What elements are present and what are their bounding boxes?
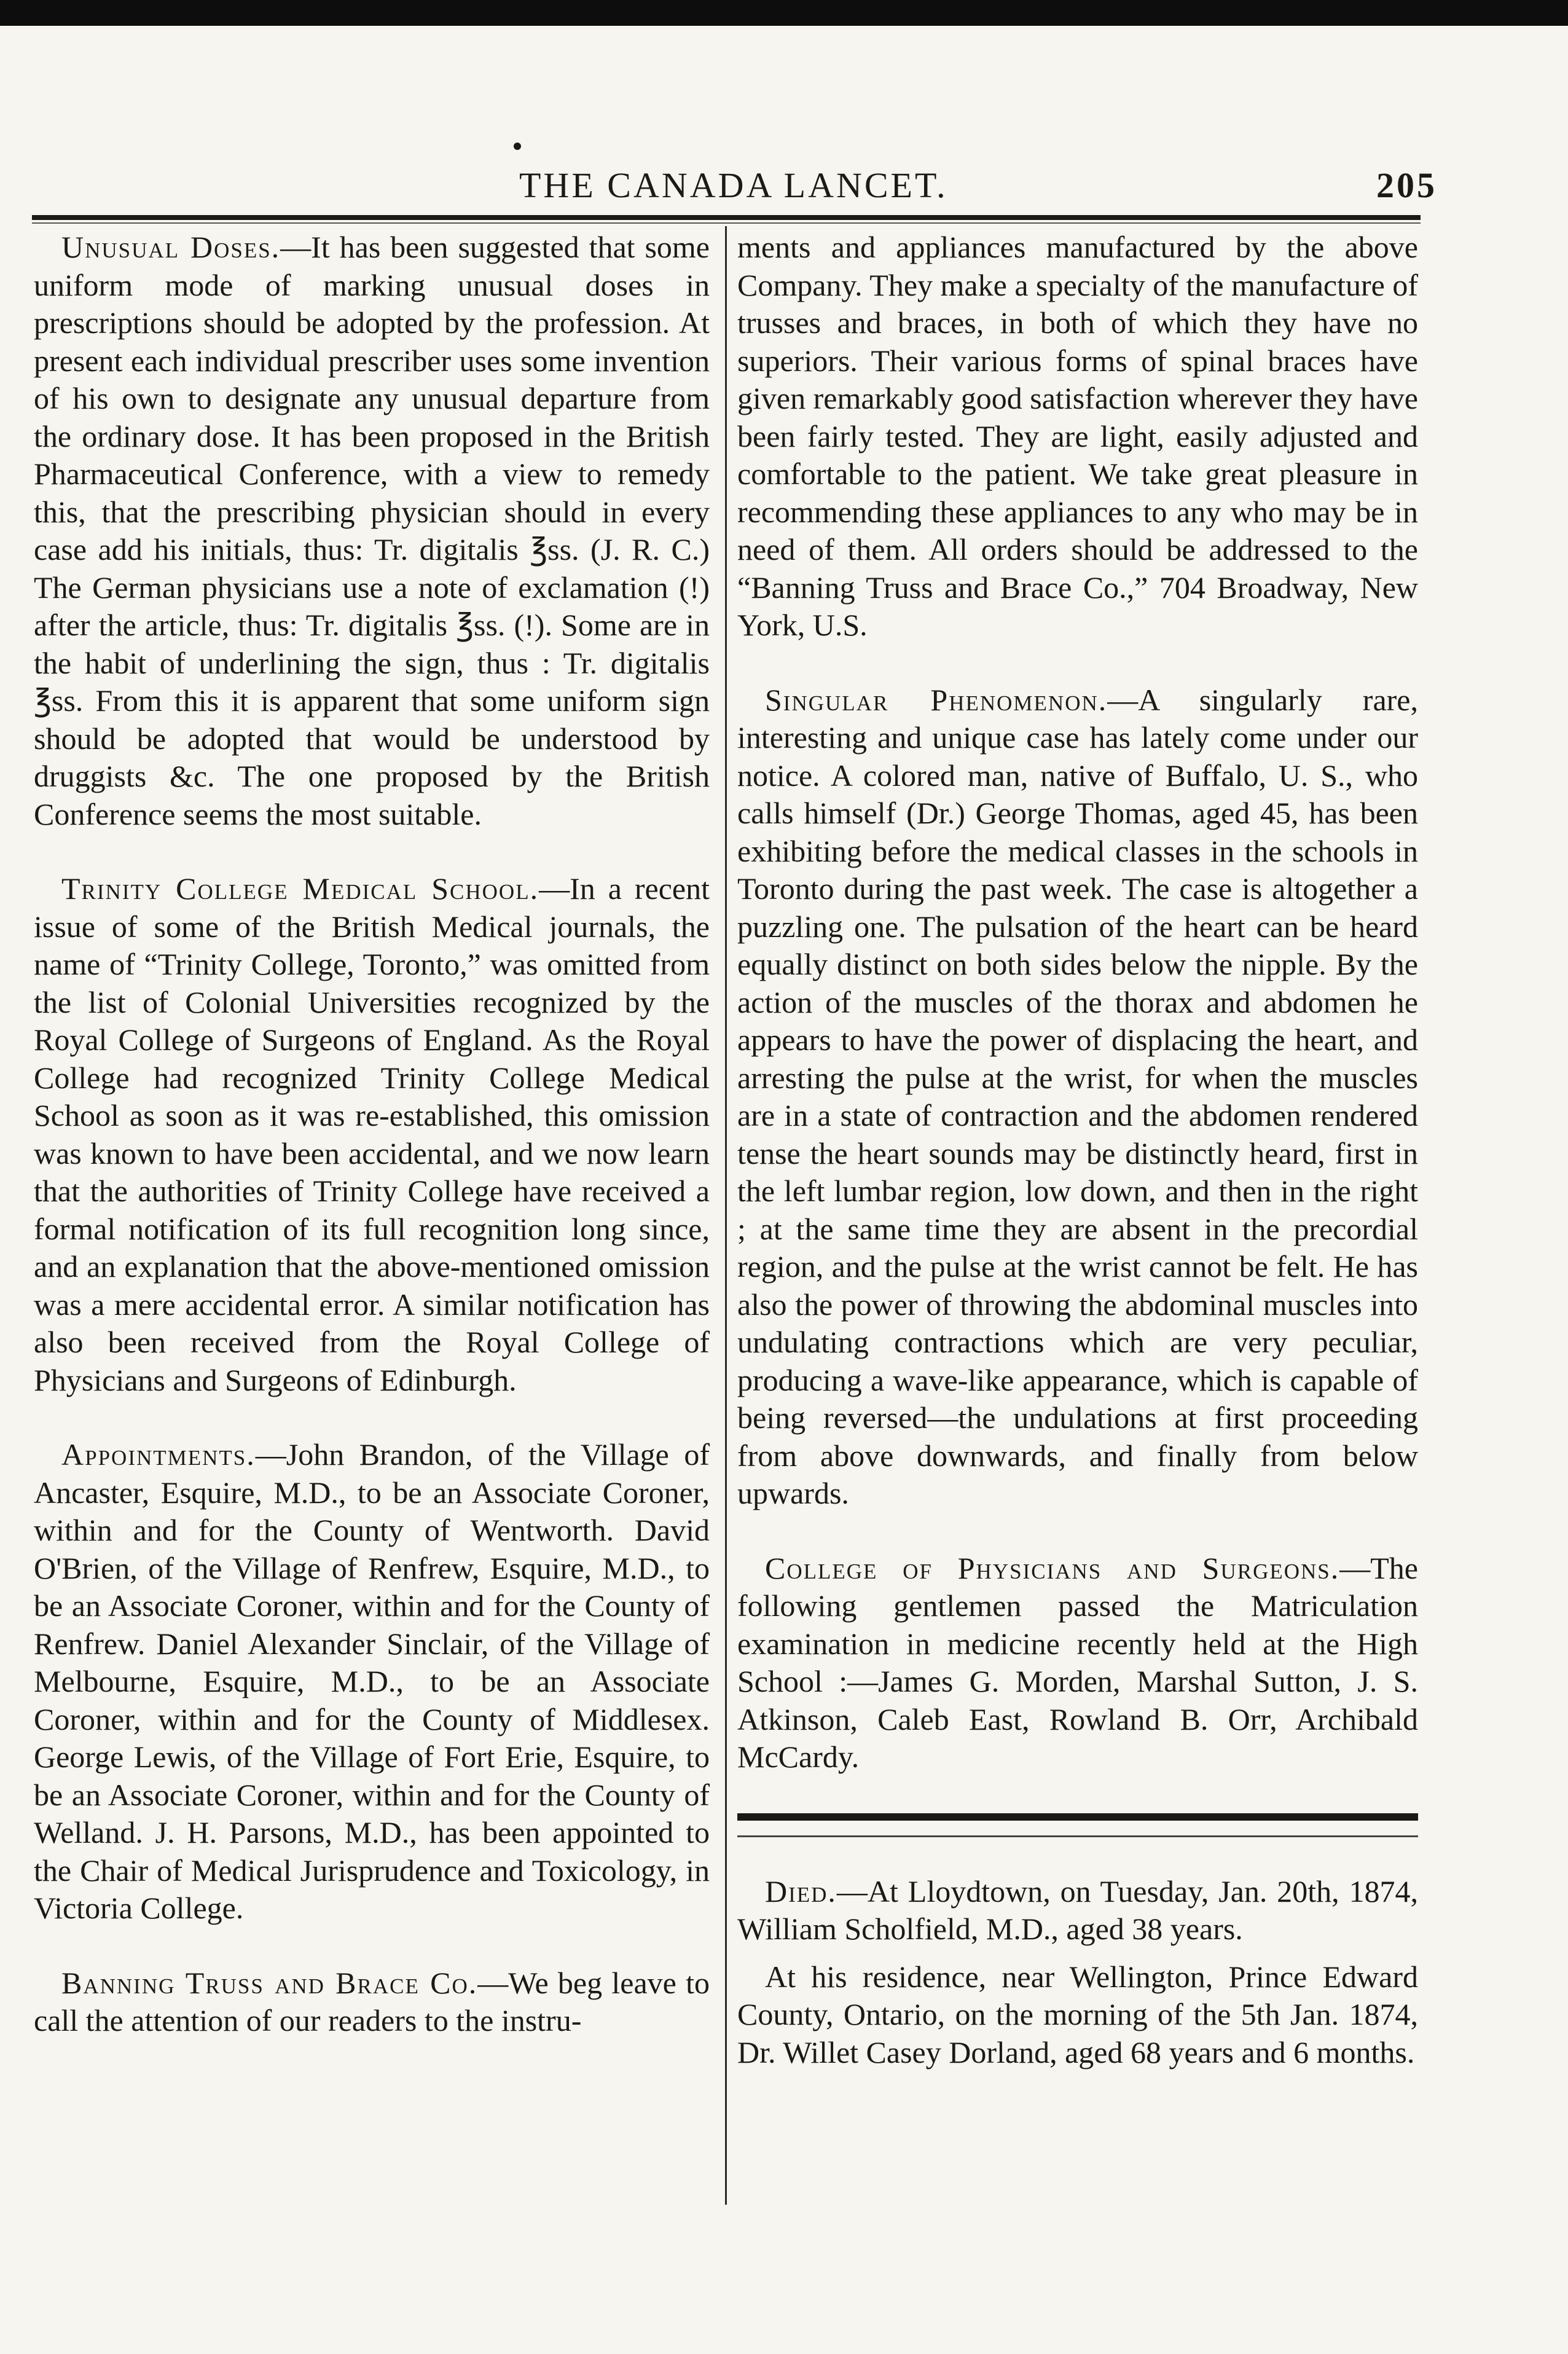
journal-title: THE CANADA LANCET. bbox=[519, 165, 948, 205]
article-heading: Died. bbox=[765, 1873, 837, 1909]
article-body: —It has been suggested that some uniform mode of marking unusual doses in prescriptions should be adopted by the profession. At present each individual prescriber uses some invention of his own to designate any unusual departure from the ordinary dose. It has been proposed in the British Pharmaceutical Conference, with a view to remedy this, that the prescribing physician should in every case add his initials, thus: Tr. digitalis ℥ss. (J. R. C.) The German physicians use a note of exclamation (!) after the article, thus: Tr. digitalis ℥ss. (!). Some are in the habit of underlining the sign, thus : Tr. digitalis ℥ss. From this it is apparent that some uniform sign should be adopted that would be understood by druggists &c. The one proposed by the British Conference seems the most suitable. bbox=[34, 230, 710, 831]
page-number: 205 bbox=[1376, 165, 1437, 205]
article-body: ments and appliances manufactured by the above Company. They make a specialty of the manufacture of trusses and braces, in both of which they have no superiors. Their various forms of spinal braces have given remarkably good satisfaction wherever they have been fairly tested. They are light, easily adjusted and comfortable to the patient. We take great pleasure in recommending these appliances to any who may be in need of them. All orders should be addressed to the “Banning Truss and Brace Co.,” 704 Broadway, New York, U.S. bbox=[737, 230, 1418, 642]
article-trinity-college bbox=[34, 870, 710, 1399]
article-unusual-doses bbox=[34, 229, 710, 833]
ink-dot bbox=[514, 143, 521, 150]
article-heading: Unusual Doses. bbox=[61, 230, 281, 264]
article-banning-truss-continued bbox=[737, 229, 1418, 645]
article-body: —At Lloydtown, on Tuesday, Jan. 20th, 1874, William Scholfield, M.D., aged 38 years. bbox=[737, 1873, 1418, 1946]
scan-top-border bbox=[0, 0, 1568, 26]
running-head bbox=[0, 161, 1568, 210]
column-divider bbox=[725, 226, 727, 2205]
article-heading: Banning Truss and Brace Co. bbox=[61, 1965, 478, 2000]
header-rule bbox=[32, 215, 1421, 220]
article-singular-phenomenon bbox=[737, 681, 1418, 1513]
obituary-dorland bbox=[737, 1958, 1418, 2072]
article-heading: Trinity College Medical School. bbox=[61, 871, 539, 906]
article-college-physicians bbox=[737, 1550, 1418, 1776]
article-body: —The following gentlemen passed the Matriculation examination in medicine recently held at the High School :—James G. Morden, Marshal Sutton, J. S. Atkinson, Caleb East, Rowland B. Orr, Archibald McCardy. bbox=[737, 1550, 1418, 1774]
obituary-scholfield bbox=[737, 1873, 1418, 1948]
article-heading: Appointments. bbox=[61, 1437, 256, 1472]
article-body: —In a recent issue of some of the British Medical journals, the name of “Trinity College, Toronto,” was omitted from the list of Colonial Universities recognized by the Royal College of Surgeons of England. As the Royal College had recognized Trinity College Medical School as soon as it was re-established, this omission was known to have been accidental, and we now learn that the authorities of Trinity College have received a formal notification of its full recognition long since, and an explanation that the above-mentioned omission was a mere accidental error. A similar notification has also been received from the Royal College of Physicians and Surgeons of Edinburgh. bbox=[34, 871, 710, 1397]
article-body: —A singularly rare, interesting and unique case has lately come under our notice. A colored man, native of Buffalo, U. S., who calls himself (Dr.) George Thomas, aged 45, has been exhibiting before the medical classes in the schools in Toronto during the past week. The case is altogether a puzzling one. The pulsation of the heart can be heard equally distinct on both sides below the nipple. By the action of the muscles of the thorax and abdomen he appears to have the power of displacing the heart, and arresting the pulse at the wrist, for when the muscles are in a state of contraction and the abdomen rendered tense the heart sounds may be distinctly heard, first in the left lumbar region, low down, and then in the right ; at the same time they are absent in the precordial region, and the pulse at the wrist cannot be felt. He has also the power of throwing the abdominal muscles into undulating contractions which are very peculiar, producing a wave-like appearance, which is capable of being reversed—the undulations at first proceeding from above downwards, and finally from below upwards. bbox=[737, 682, 1418, 1510]
header-rule-thin bbox=[32, 222, 1421, 224]
right-column bbox=[737, 229, 1418, 2108]
article-body: At his residence, near Wellington, Prince Edward County, Ontario, on the morning of the 5th Jan. 1874, Dr. Willet Casey Dorland, aged 68 years and 6 months. bbox=[737, 1959, 1418, 2070]
article-heading: Singular Phenomenon. bbox=[765, 682, 1108, 717]
article-banning-truss bbox=[34, 1964, 710, 2040]
article-appointments bbox=[34, 1436, 710, 1928]
article-body: —John Brandon, of the Village of Ancaster, Esquire, M.D., to be an Associate Coroner, within and for the County of Wentworth. David O'Brien, of the Village of Renfrew, Esquire, M.D., to be an Associate Coroner, within and for the County of Renfrew. Daniel Alexander Sinclair, of the Village of Melbourne, Esquire, M.D., to be an Associate Coroner, within and for the County of Middlesex. George Lewis, of the Village of Fort Erie, Esquire, to be an Associate Coroner, within and for the County of Welland. J. H. Parsons, M.D., has been appointed to the Chair of Medical Jurisprudence and Toxicology, in Victoria College. bbox=[34, 1437, 710, 1925]
article-heading: College of Physicians and Surgeons. bbox=[765, 1550, 1340, 1585]
section-separator bbox=[737, 1813, 1418, 1837]
left-column bbox=[34, 229, 710, 2077]
article-body: —We beg leave to call the attention of our readers to the instru- bbox=[34, 1965, 710, 2038]
